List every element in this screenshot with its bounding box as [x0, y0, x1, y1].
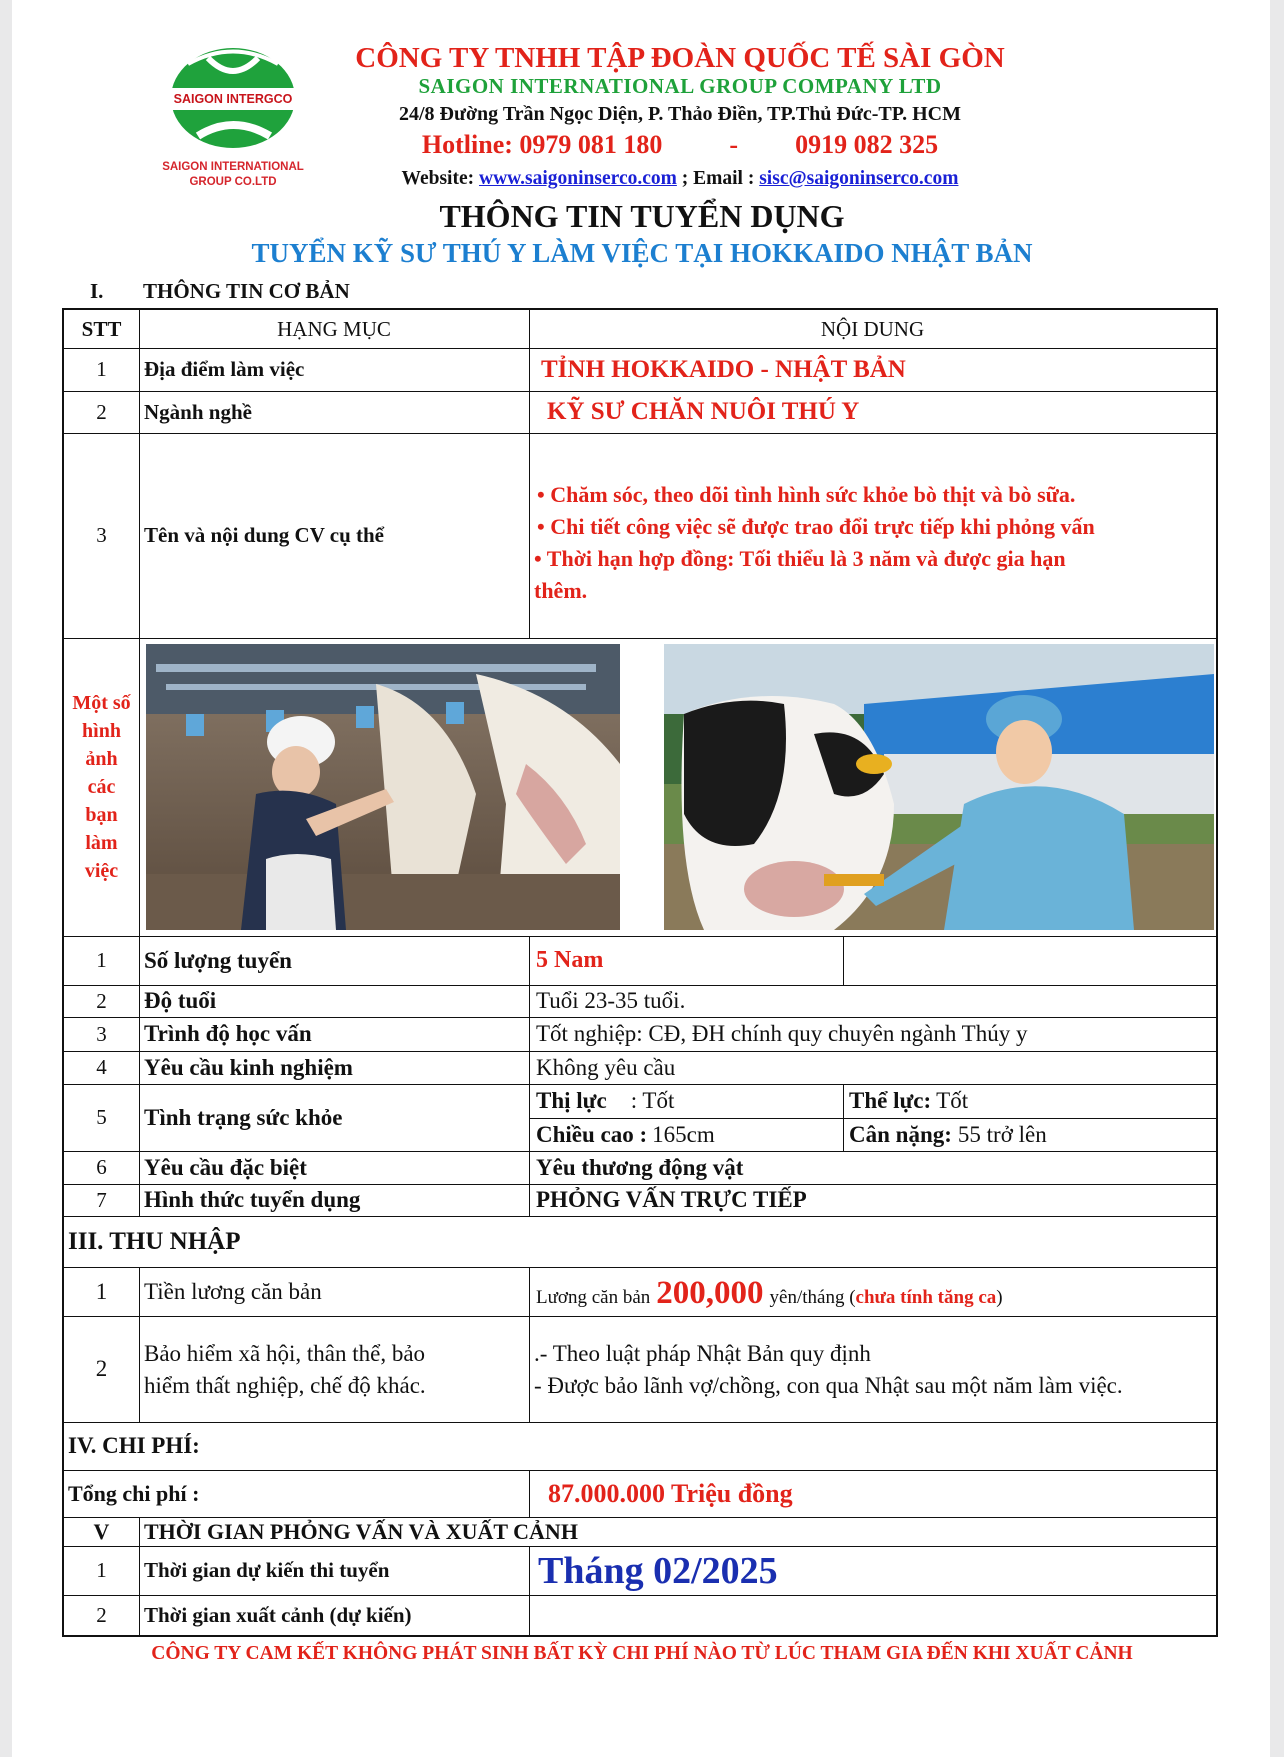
salary-unit: yên/tháng (	[769, 1287, 856, 1308]
photos-label-line: hình	[82, 720, 121, 742]
website-link[interactable]: www.saigoninserco.com	[478, 168, 677, 189]
company-name-en: SAIGON INTERNATIONAL GROUP COMPANY LTD	[418, 74, 942, 98]
fitness-value: Tốt	[936, 1088, 969, 1113]
salary-value	[536, 1267, 1211, 1316]
insurance-line: - Được bảo lãnh vợ/chồng, con qua Nhật sau một năm làm việc.	[534, 1373, 1123, 1398]
height	[536, 1118, 841, 1151]
special-requirement-value: Yêu thương động vật	[536, 1154, 744, 1180]
fitness-label: Thể lực:	[849, 1088, 932, 1113]
departure-date-value	[538, 1595, 1208, 1635]
education-value: Tốt nghiệp: CĐ, ĐH chính quy chuyên ngành Thúy y	[536, 1021, 1028, 1046]
row-stt: 5	[96, 1105, 107, 1129]
salary-note: chưa tính tăng ca	[855, 1287, 997, 1308]
row-item: Thời gian xuất cảnh (dự kiến)	[144, 1602, 412, 1627]
row-stt: 2	[96, 399, 107, 424]
row-stt: 2	[96, 988, 107, 1013]
row-item: Tên và nội dung CV cụ thể	[144, 523, 385, 547]
quantity-value: 5 Nam	[536, 947, 604, 973]
row-item: Độ tuổi	[144, 988, 217, 1013]
insurance-item-line: hiểm thất nghiệp, chế độ khác.	[144, 1373, 426, 1398]
weight-label: Cân nặng:	[849, 1121, 952, 1147]
salary-prefix: Lương căn bản	[536, 1287, 651, 1308]
contact-web-email	[340, 168, 1020, 190]
row-stt: 1	[96, 1558, 107, 1582]
row-stt: 6	[96, 1155, 107, 1179]
row-stt: 1	[96, 357, 107, 381]
photos-label-line: các	[87, 776, 116, 798]
header-item: HẠNG MỤC	[277, 316, 391, 341]
photos-label	[64, 638, 139, 936]
job-bullet: • Thời hạn hợp đồng: Tối thiểu là 3 năm và được gia hạn	[534, 546, 1066, 571]
job-bullet: thêm.	[534, 578, 588, 603]
email-label: Email :	[693, 168, 755, 189]
height-value: 165cm	[652, 1121, 715, 1147]
row-stt: 2	[95, 1356, 108, 1381]
hotline	[340, 130, 1020, 160]
section5-number: V	[93, 1518, 110, 1544]
row-item	[144, 1316, 524, 1422]
recruitment-method-value: PHỎNG VẤN TRỰC TIẾP	[536, 1187, 807, 1212]
company-logo	[138, 44, 328, 194]
photos-label-line: làm	[85, 832, 118, 854]
row-item: Thời gian dự kiến thi tuyển	[144, 1558, 390, 1582]
exam-date-value: Tháng 02/2025	[538, 1549, 778, 1592]
eyesight-value: : Tốt	[630, 1088, 675, 1113]
salary-close: )	[996, 1287, 1003, 1308]
row-item: Tình trạng sức khỏe	[144, 1104, 343, 1130]
section1-number: I.	[90, 279, 104, 303]
photos-label-line: ảnh	[85, 748, 118, 770]
contact-separator: ;	[681, 168, 689, 189]
photo-vet-with-cow	[664, 644, 1214, 930]
weight-value: 55 trở lên	[957, 1121, 1047, 1147]
total-cost-label: Tổng chi phí :	[68, 1480, 200, 1506]
logo-line1: SAIGON INTERNATIONAL	[162, 161, 304, 173]
row-stt: 3	[96, 523, 107, 547]
section3-title: III. THU NHẬP	[68, 1227, 241, 1255]
row-item: Số lượng tuyển	[144, 947, 292, 973]
row-stt: 1	[95, 1278, 108, 1304]
age-value: Tuổi 23-35 tuổi.	[536, 988, 686, 1013]
fitness	[849, 1084, 1209, 1118]
work-location-value: TỈNH HOKKAIDO - NHẬT BẢN	[541, 355, 906, 383]
row-stt: 2	[96, 1602, 107, 1627]
recruitment-table	[62, 308, 1218, 1637]
row-stt: 3	[96, 1021, 107, 1046]
footer-commitment: CÔNG TY CAM KẾT KHÔNG PHÁT SINH BẤT KỲ CHI PHÍ NÀO TỪ LÚC THAM GIA ĐẾN KHI XUẤT CẢNH	[151, 1643, 1133, 1664]
eyesight-label: Thị lực	[536, 1088, 607, 1113]
page-subtitle: TUYỂN KỸ SƯ THÚ Y LÀM VIỆC TẠI HOKKAIDO NHẬT BẢN	[251, 238, 1033, 268]
eyesight	[536, 1084, 841, 1118]
job-bullet: • Chi tiết công việc sẽ được trao đổi trực tiếp khi phỏng vấn	[537, 514, 1095, 539]
hotline-2: 0919 082 325	[795, 130, 939, 159]
logo-brand: SAIGON INTERGCO	[173, 92, 293, 106]
row-item: Yêu cầu đặc biệt	[144, 1154, 307, 1180]
header-stt: STT	[81, 316, 122, 341]
height-label: Chiều cao :	[536, 1121, 648, 1147]
email-link[interactable]: sisc@saigoninserco.com	[759, 168, 959, 189]
occupation-value: KỸ SƯ CHĂN NUÔI THÚ Y	[547, 398, 860, 425]
weight	[849, 1118, 1209, 1151]
row-stt: 1	[96, 948, 107, 972]
header-content: NỘI DUNG	[820, 316, 925, 341]
photo-milking-parlor	[146, 644, 620, 930]
row-item: Tiền lương căn bản	[144, 1278, 322, 1304]
page-title: THÔNG TIN TUYỂN DỤNG	[439, 198, 845, 234]
row-stt: 4	[96, 1055, 107, 1079]
row-item: Hình thức tuyển dụng	[144, 1187, 361, 1212]
hotline-1: Hotline: 0979 081 180	[421, 130, 663, 159]
company-address: 24/8 Đường Trần Ngọc Diện, P. Thảo Điền, TP.Thủ Đức-TP. HCM	[398, 103, 962, 125]
section1-title: THÔNG TIN CƠ BẢN	[143, 279, 350, 303]
job-description	[534, 433, 1214, 638]
website-label: Website:	[401, 168, 475, 189]
company-name-vn: CÔNG TY TNHH TẬP ĐOÀN QUỐC TẾ SÀI GÒN	[355, 42, 1005, 74]
insurance-line: .- Theo luật pháp Nhật Bản quy định	[534, 1341, 871, 1366]
salary-amount: 200,000	[656, 1275, 764, 1311]
insurance-value	[534, 1316, 1214, 1422]
total-cost-value: 87.000.000 Triệu đồng	[548, 1478, 793, 1508]
photos-label-line: Một số	[72, 692, 131, 714]
logo-line2: GROUP CO.LTD	[189, 176, 277, 188]
section5-title: THỜI GIAN PHỎNG VẤN VÀ XUẤT CẢNH	[144, 1518, 578, 1544]
job-bullet: • Chăm sóc, theo dõi tình hình sức khỏe bò thịt và bò sữa.	[537, 482, 1076, 507]
logo-company-name	[138, 160, 328, 190]
row-item: Ngành nghề	[144, 399, 252, 424]
row-item: Trình độ học vấn	[144, 1021, 312, 1046]
photos-label-line: bạn	[85, 804, 118, 826]
experience-value: Không yêu cầu	[536, 1054, 676, 1080]
insurance-item-line: Bảo hiểm xã hội, thân thể, bảo	[144, 1341, 426, 1366]
photos-label-line: việc	[84, 860, 119, 882]
row-item: Địa điểm làm việc	[144, 357, 305, 381]
row-item: Yêu cầu kinh nghiệm	[144, 1054, 353, 1080]
row-stt: 7	[96, 1187, 107, 1212]
section4-title: IV. CHI PHÍ:	[68, 1433, 200, 1458]
hotline-separator: -	[729, 130, 739, 159]
